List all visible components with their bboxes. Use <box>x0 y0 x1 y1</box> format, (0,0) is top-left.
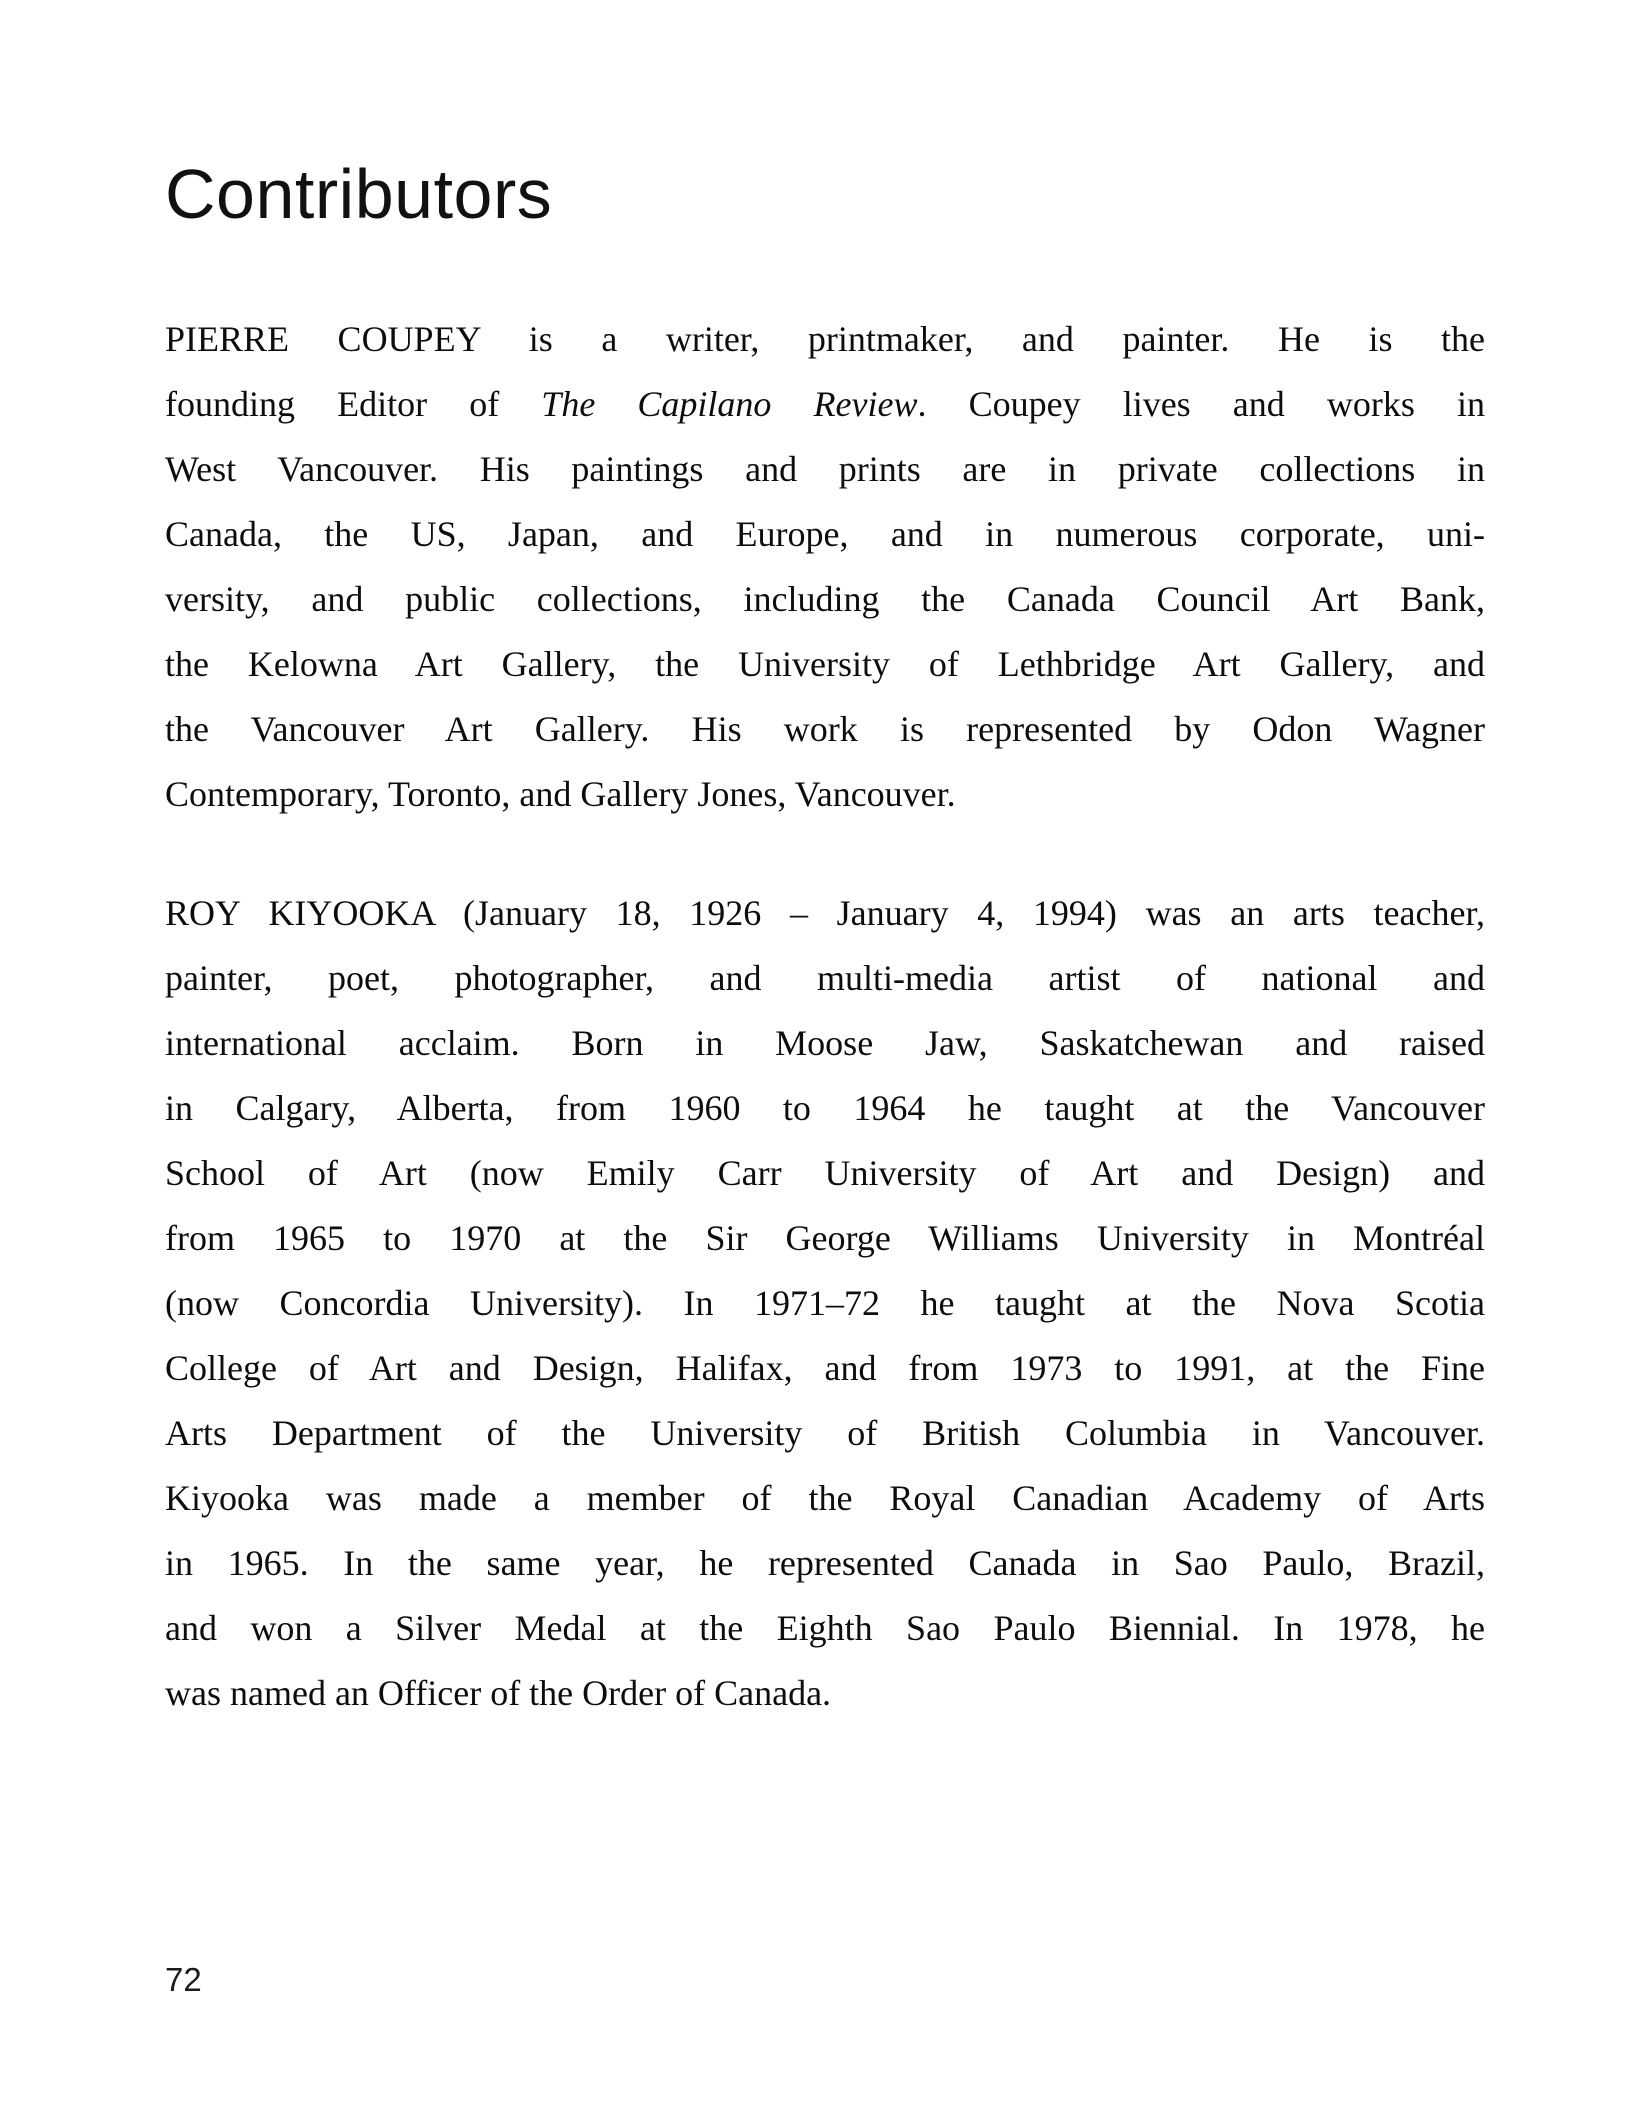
text-line: founding Editor of The Capilano Review. Coupey lives and works in <box>165 384 1485 424</box>
text-line: College of Art and Design, Halifax, and from 1973 to 1991, at the Fine <box>165 1348 1485 1388</box>
text-line: and won a Silver Medal at the Eighth Sao Paulo Biennial. In 1978, he <box>165 1608 1485 1648</box>
text-line: versity, and public collections, including the Canada Council Art Bank, <box>165 579 1485 619</box>
text-line: international acclaim. Born in Moose Jaw, Saskatchewan and raised <box>165 1023 1485 1063</box>
text-line: Kiyooka was made a member of the Royal Canadian Academy of Arts <box>165 1478 1485 1518</box>
paragraph-roy-kiyooka-bio <box>165 881 1485 1726</box>
text-line: ROY KIYOOKA (January 18, 1926 – January 4, 1994) was an arts teacher, <box>165 893 1485 933</box>
text-line: was named an Officer of the Order of Canada. <box>165 1673 832 1713</box>
page-number: 72 <box>165 1961 202 1998</box>
contributors-text <box>165 307 1485 1726</box>
text-line: the Vancouver Art Gallery. His work is represented by Odon Wagner <box>165 709 1485 749</box>
text-line: PIERRE COUPEY is a writer, printmaker, and painter. He is the <box>165 319 1485 359</box>
text-line: from 1965 to 1970 at the Sir George Williams University in Montréal <box>165 1218 1485 1258</box>
text-line: Arts Department of the University of British Columbia in Vancouver. <box>165 1413 1485 1453</box>
paragraph-pierre-coupey-bio <box>165 307 1485 827</box>
text-line: painter, poet, photographer, and multi-media artist of national and <box>165 958 1485 998</box>
page-title: Contributors <box>165 155 553 233</box>
italic-text: The Capilano Review <box>541 384 918 424</box>
text-line: Canada, the US, Japan, and Europe, and in numerous corporate, uni- <box>165 514 1485 554</box>
text-line: (now Concordia University). In 1971–72 he taught at the Nova Scotia <box>165 1283 1485 1323</box>
text-line: in Calgary, Alberta, from 1960 to 1964 he taught at the Vancouver <box>165 1088 1485 1128</box>
text-line: the Kelowna Art Gallery, the University of Lethbridge Art Gallery, and <box>165 644 1485 684</box>
text-line: West Vancouver. His paintings and prints are in private collections in <box>165 449 1485 489</box>
text-line: Contemporary, Toronto, and Gallery Jones, Vancouver. <box>165 774 956 814</box>
text-line: School of Art (now Emily Carr University of Art and Design) and <box>165 1153 1485 1193</box>
text-line: in 1965. In the same year, he represented Canada in Sao Paulo, Brazil, <box>165 1543 1485 1583</box>
